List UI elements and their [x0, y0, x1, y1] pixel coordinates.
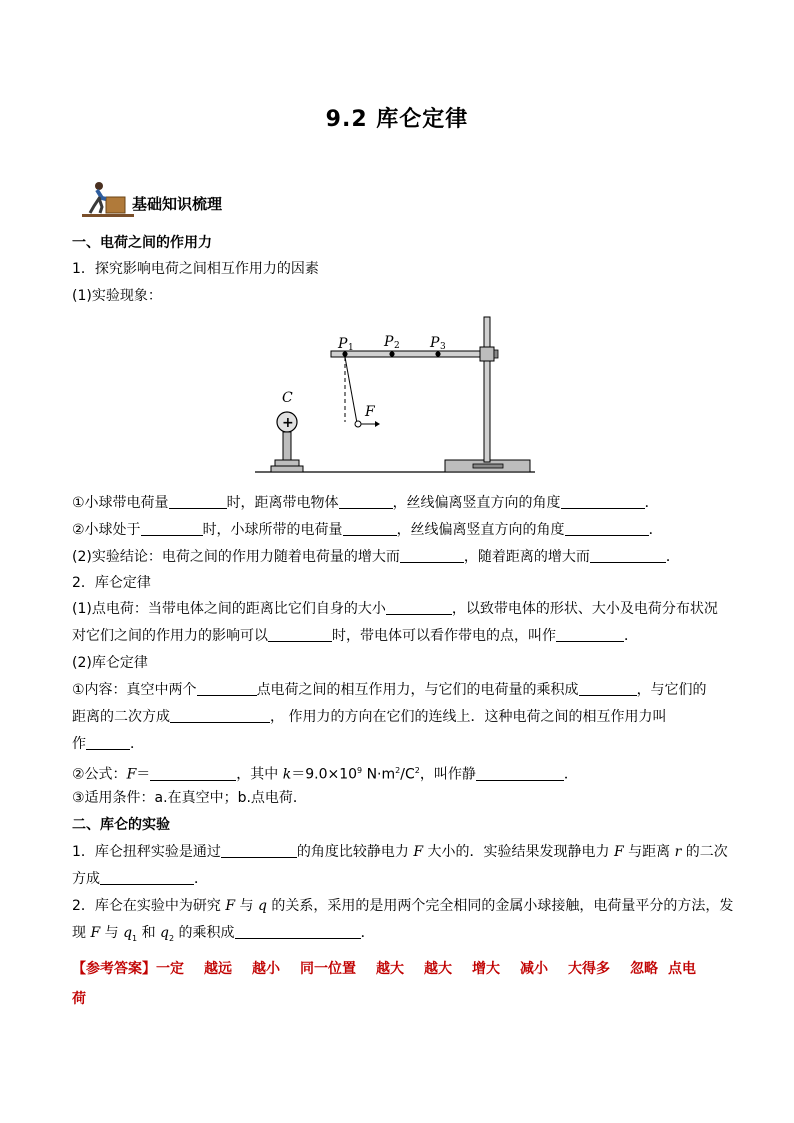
concl-b: ，随着距离的增大而 [463, 549, 590, 565]
formula-line [72, 762, 578, 784]
exp2-q1-symbol: q [123, 925, 133, 941]
obs1-c: ，丝线偏离竖直方向的角度 [392, 495, 561, 511]
answer-item: 忽略 [630, 961, 658, 977]
label-f: F [365, 404, 375, 420]
formula-g: ，叫作静 [419, 766, 476, 783]
answer-list [156, 961, 696, 977]
formula-d: ＝9.0×10 [291, 766, 358, 783]
concl-c: ． [665, 549, 680, 565]
point-d: 时，带电体可以看作带电的点，叫作 [332, 628, 556, 644]
charged-ball [355, 421, 361, 427]
exp1-e: 的二次 [681, 844, 728, 860]
page-title: 9.2 库仑定律 [325, 107, 469, 132]
obs1-d: ． [644, 495, 659, 511]
answer-item: 减小 [520, 961, 548, 977]
plus-sign: + [282, 415, 294, 431]
blank[interactable] [235, 924, 361, 939]
blank[interactable] [86, 735, 130, 750]
answer-item: 越小 [252, 961, 280, 977]
exp2-f-symbol: F [225, 898, 236, 914]
exp1-r-symbol: r [674, 844, 682, 860]
exp1-f2-symbol: F [614, 844, 624, 860]
conditions: ③适用条件：a.在真空中；b.点电荷． [72, 790, 307, 806]
obs2-c: ，丝线偏离竖直方向的角度 [396, 522, 565, 538]
exp2-q2-symbol: q [160, 925, 170, 941]
label-p2: P [384, 334, 394, 350]
exp2-line-2 [72, 924, 375, 948]
obs2-b: 时，小球所带的电荷量 [202, 522, 343, 538]
item-2-title: 2．库仑定律 [72, 575, 151, 591]
content-f: 作 [72, 736, 86, 752]
blank[interactable] [150, 766, 236, 781]
section-badge [80, 180, 260, 220]
answer-item: 越大 [376, 961, 404, 977]
blank[interactable] [197, 681, 257, 696]
coulomb-experiment-figure [255, 310, 540, 478]
section-heading-1: 一、电荷之间的作用力 [72, 235, 212, 251]
answer-item: 越远 [204, 961, 232, 977]
exp2-e: 与 [100, 925, 124, 941]
formula-b: ＝ [136, 766, 151, 783]
blank[interactable] [221, 843, 297, 858]
label-p2-sub: 2 [394, 341, 400, 351]
item-1-title: 1．探究影响电荷之间相互作用力的因素 [72, 261, 319, 277]
answer-item: 增大 [472, 961, 500, 977]
blank[interactable] [400, 548, 464, 563]
point-p3 [435, 351, 440, 356]
exp2-f: 和 [137, 925, 161, 941]
section-heading-2: 二、库仑的实验 [72, 817, 170, 833]
blank[interactable] [579, 681, 637, 696]
svg-text:P [337, 336, 348, 352]
obs1-b: 时，距离带电物体 [226, 495, 339, 511]
conclusion [72, 548, 680, 566]
content-a: ①内容：真空中两个 [72, 682, 197, 698]
exp2-d: 现 [72, 925, 91, 941]
exp2-g: 的乘积成 [174, 925, 235, 941]
obs1-a: ①小球带电荷量 [72, 495, 169, 511]
label-p1: P [338, 336, 348, 352]
content-line-1 [72, 681, 707, 699]
blank[interactable] [556, 627, 624, 642]
formula-c: ，其中 [236, 766, 283, 783]
pushing-box-icon [80, 180, 140, 220]
exp1-c: 大小的．实验结果发现静电力 [423, 844, 614, 860]
content-c: ，与它们的 [636, 682, 707, 698]
formula-a: ②公式： [72, 766, 127, 783]
blank[interactable] [339, 494, 393, 509]
blank[interactable] [590, 548, 666, 563]
answer-item: 点电 [668, 961, 696, 977]
formula-k-symbol: k [282, 766, 292, 783]
exp1-g: ． [194, 871, 208, 887]
exp1-a: 1．库仑扭秤实验是通过 [72, 844, 221, 860]
point-e: ． [624, 628, 638, 644]
point-p1 [342, 351, 347, 356]
formula-f: /C [400, 766, 415, 783]
formula-exp: 9 [357, 766, 363, 775]
content-d: 距离的二次方成 [72, 709, 170, 725]
blank[interactable] [343, 521, 397, 536]
exp1-f: 方成 [72, 871, 100, 887]
exp1-line-2 [72, 870, 208, 888]
content-e: ， 作用力的方向在它们的连线上．这种电荷之间的相互作用力叫 [270, 709, 667, 725]
exp2-line-1 [72, 897, 733, 915]
exp1-d: 与距离 [623, 844, 675, 860]
badge-label: 基础知识梳理 [132, 195, 223, 213]
content-g: ． [130, 736, 144, 752]
formula-e: N·m [362, 766, 396, 783]
obs2-a: ②小球处于 [72, 522, 141, 538]
label-p3: P [430, 335, 440, 351]
point-charge-line-2 [72, 627, 638, 645]
item-1-sub: (1)实验现象： [72, 288, 162, 304]
exp1-b: 的角度比较静电力 [296, 844, 414, 860]
observation-2 [72, 521, 663, 539]
answer-line [72, 960, 724, 978]
obs2-d: ． [648, 522, 663, 538]
exp2-q-symbol: q [257, 898, 267, 914]
blank[interactable] [476, 766, 564, 781]
blank[interactable] [169, 494, 227, 509]
formula-h: ． [563, 766, 578, 783]
formula-sq2: 2 [414, 766, 420, 775]
observation-1 [72, 494, 659, 512]
exp1-line-1 [72, 843, 728, 861]
exp2-f2-symbol: F [90, 925, 101, 941]
answer-item: 大得多 [568, 961, 610, 977]
answer-item: 越大 [424, 961, 452, 977]
point-charge-line-1 [72, 600, 718, 618]
formula-f-symbol: F [126, 766, 137, 783]
content-line-3 [72, 735, 144, 753]
blank[interactable] [141, 521, 203, 536]
label-p1-sub: 1 [348, 343, 354, 353]
point-a: (1)点电荷：当带电体之间的距离比它们自身的大小 [72, 601, 386, 617]
blank[interactable] [561, 494, 645, 509]
content-b: 点电荷之间的相互作用力，与它们的电荷量的乘积成 [256, 682, 579, 698]
exp1-f-symbol: F [413, 844, 424, 860]
answer-item: 同一位置 [300, 961, 356, 977]
answer-tail: 荷 [72, 991, 86, 1007]
answer-item: 一定 [156, 961, 184, 977]
blank[interactable] [268, 627, 332, 642]
formula-sq: 2 [395, 766, 401, 775]
point-c: 对它们之间的作用力的影响可以 [72, 628, 268, 644]
exp2-c: 的关系，采用的是用两个完全相同的金属小球接触，电荷量平分的方法，发 [266, 898, 734, 914]
exp2-h: ． [360, 925, 375, 941]
blank[interactable] [100, 870, 194, 885]
exp2-sub1: 1 [132, 933, 138, 943]
concl-a: (2)实验结论：电荷之间的作用力随着电荷量的增大而 [72, 549, 400, 565]
blank[interactable] [565, 521, 649, 536]
law-heading: (2)库仑定律 [72, 655, 148, 671]
content-line-2 [72, 708, 666, 726]
answer-label: 【参考答案】 [72, 961, 156, 977]
exp2-a: 2．库仑在实验中为研究 [72, 898, 226, 914]
blank[interactable] [386, 600, 452, 615]
blank[interactable] [170, 708, 270, 723]
exp2-b: 与 [235, 898, 258, 914]
exp2-sub2: 2 [169, 933, 175, 943]
point-b: ，以致带电体的形状、大小及电荷分布状况 [451, 601, 718, 617]
point-p2 [389, 351, 394, 356]
label-c: C [282, 390, 293, 406]
label-p3-sub: 3 [440, 342, 446, 352]
